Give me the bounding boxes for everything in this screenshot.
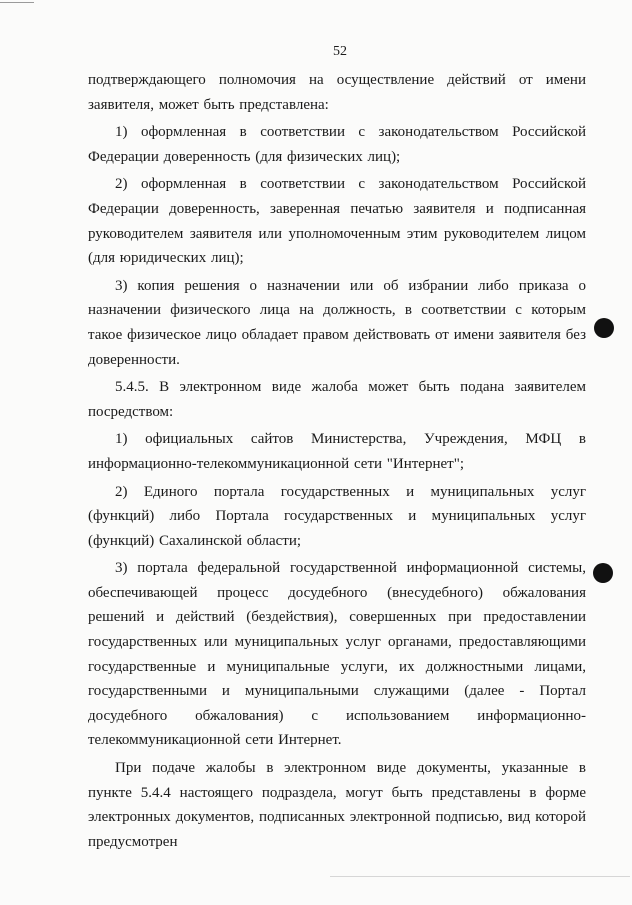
paragraph-item-2-legal-entities: 2) оформленная в соответствии с законодательством Российской Федерации доверенность, заверенная печатью заявителя и подписанная руководителем заявителя или уполномоченным этим руководителем лицом (для юридических лиц); xyxy=(88,176,586,267)
page-number: 52 xyxy=(333,44,347,59)
paragraph-item-1-individuals: 1) оформленная в соответствии с законодательством Российской Федерации доверенность (для физических лиц); xyxy=(88,124,586,165)
binder-hole-dot xyxy=(594,318,614,338)
paragraph-item-2-unified-portal: 2) Единого портала государственных и муниципальных услуг (функций) либо Портала государственных и муниципальных услуг (функций) Сахалинской области; xyxy=(88,483,586,549)
scan-mark xyxy=(0,2,34,3)
paragraph-electronic-submission: При подаче жалобы в электронном виде документы, указанные в пункте 5.4.4 настоящего подраздела, могут быть представлены в форме электронных документов, подписанных электронной подписью, вид которой предусмотрен xyxy=(88,760,586,850)
paragraph-item-1-official-sites: 1) официальных сайтов Министерства, Учреждения, МФЦ в информационно-телекоммуникационной сети "Интернет"; xyxy=(88,431,586,472)
paragraph-section-5-4-5: 5.4.5. В электронном виде жалоба может быть подана заявителем посредством: xyxy=(88,379,586,420)
paragraph-item-3-decision-copy: 3) копия решения о назначении или об избрании либо приказа о назначении физического лица на должность, в соответствии с которым такое физическое лицо обладает правом действовать от имени заявителя без доверенности. xyxy=(88,277,586,368)
scan-edge-line xyxy=(330,876,630,877)
paragraph-item-3-appeal-portal: 3) портала федеральной государственной информационной системы, обеспечивающей процесс досудебного (внесудебного) обжалования решений и действий (бездействия), совершенных при предоставлении государственных или муниципальных услуг органами, предоставляющими государственные и муниципальные услуги, их должностными лицами, государственными и муниципальными служащими (далее - Портал досудебного обжалования) с использованием информационно-телекоммуникационной сети Интернет. xyxy=(88,560,586,749)
binder-hole-dot xyxy=(593,563,613,583)
paragraph-continuation: подтверждающего полномочия на осуществление действий от имени заявителя, может быть представлена: xyxy=(88,72,586,113)
document-body xyxy=(88,68,586,854)
